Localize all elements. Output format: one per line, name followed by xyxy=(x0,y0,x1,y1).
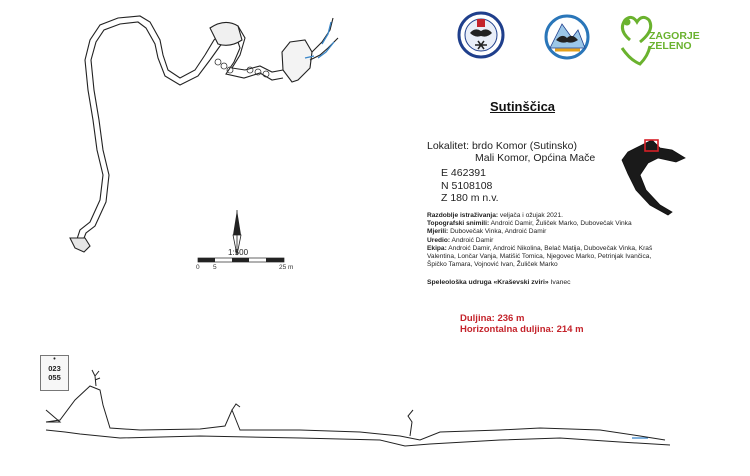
chain-section xyxy=(215,59,269,77)
coord-northing: N 5108108 xyxy=(441,179,493,192)
cave-length: Duljina: 236 m xyxy=(460,313,525,324)
society-line: Speleološka udruga «Kraševski zviri» Ivanec xyxy=(427,279,571,286)
survey-credits xyxy=(427,212,667,269)
cave-profile xyxy=(46,370,670,446)
cave-horizontal-length: Horizontalna duljina: 214 m xyxy=(460,324,584,335)
speleo-federation-logo xyxy=(546,16,588,58)
location-line2: Mali Komor, Općina Mače xyxy=(475,152,596,164)
zagorje-zeleno-logo xyxy=(622,17,651,64)
coord-easting: E 462391 xyxy=(441,167,486,179)
scale-ratio: 1:500 xyxy=(228,248,249,257)
location-block xyxy=(427,140,595,164)
scale-tick-5: 5 xyxy=(213,264,217,271)
location-line1: Lokalitet: brdo Komor (Sutinsko) xyxy=(427,140,577,152)
scale-tick-0: 0 xyxy=(196,264,200,271)
cave-title: Sutinščica xyxy=(490,99,556,114)
scale-tick-25: 25 m xyxy=(279,264,294,271)
zagorje-logo-text xyxy=(649,31,700,51)
scale-bar xyxy=(198,258,284,262)
credit-editor: Uredio: Androić Damir xyxy=(427,236,494,244)
cave-id-line2: 055 xyxy=(48,373,61,382)
cave-id-line1: 023 xyxy=(48,364,61,373)
credit-measured: Mjerili: Dubovečak Vinka, Androić Damir xyxy=(427,228,547,236)
credit-period: Razdoblje istraživanja: veljača i ožujak 2021. xyxy=(427,212,563,219)
coordinates-block xyxy=(441,167,499,205)
zagorje-line2: ZELENO xyxy=(649,40,692,52)
locator-map-croatia xyxy=(622,140,685,215)
credit-topography: Topografski snimili: Androić Damir, Žuliček Marko, Dubovečak Vinka xyxy=(427,220,632,228)
speleo-society-logo xyxy=(459,13,503,57)
cave-id-box xyxy=(40,355,69,391)
coord-elevation: Z 180 m n.v. xyxy=(441,192,499,204)
cave-id-dot: • xyxy=(53,356,56,363)
cave-stats xyxy=(460,313,584,335)
zagorje-line1: ZAGORJE xyxy=(649,30,700,42)
cave-plan-view xyxy=(70,16,338,252)
credit-team: Ekipa: Androić Damir, Androić Nikolina, Belač Matija, Dubovečak Vinka, Kraš Valentina, Lončar Vanja, Matišić Tomica, Njegovec Marko, Petrinjak Ivančica, Špičko Tamara, Vojnović Ivan, Žuliček Marko xyxy=(427,244,653,269)
